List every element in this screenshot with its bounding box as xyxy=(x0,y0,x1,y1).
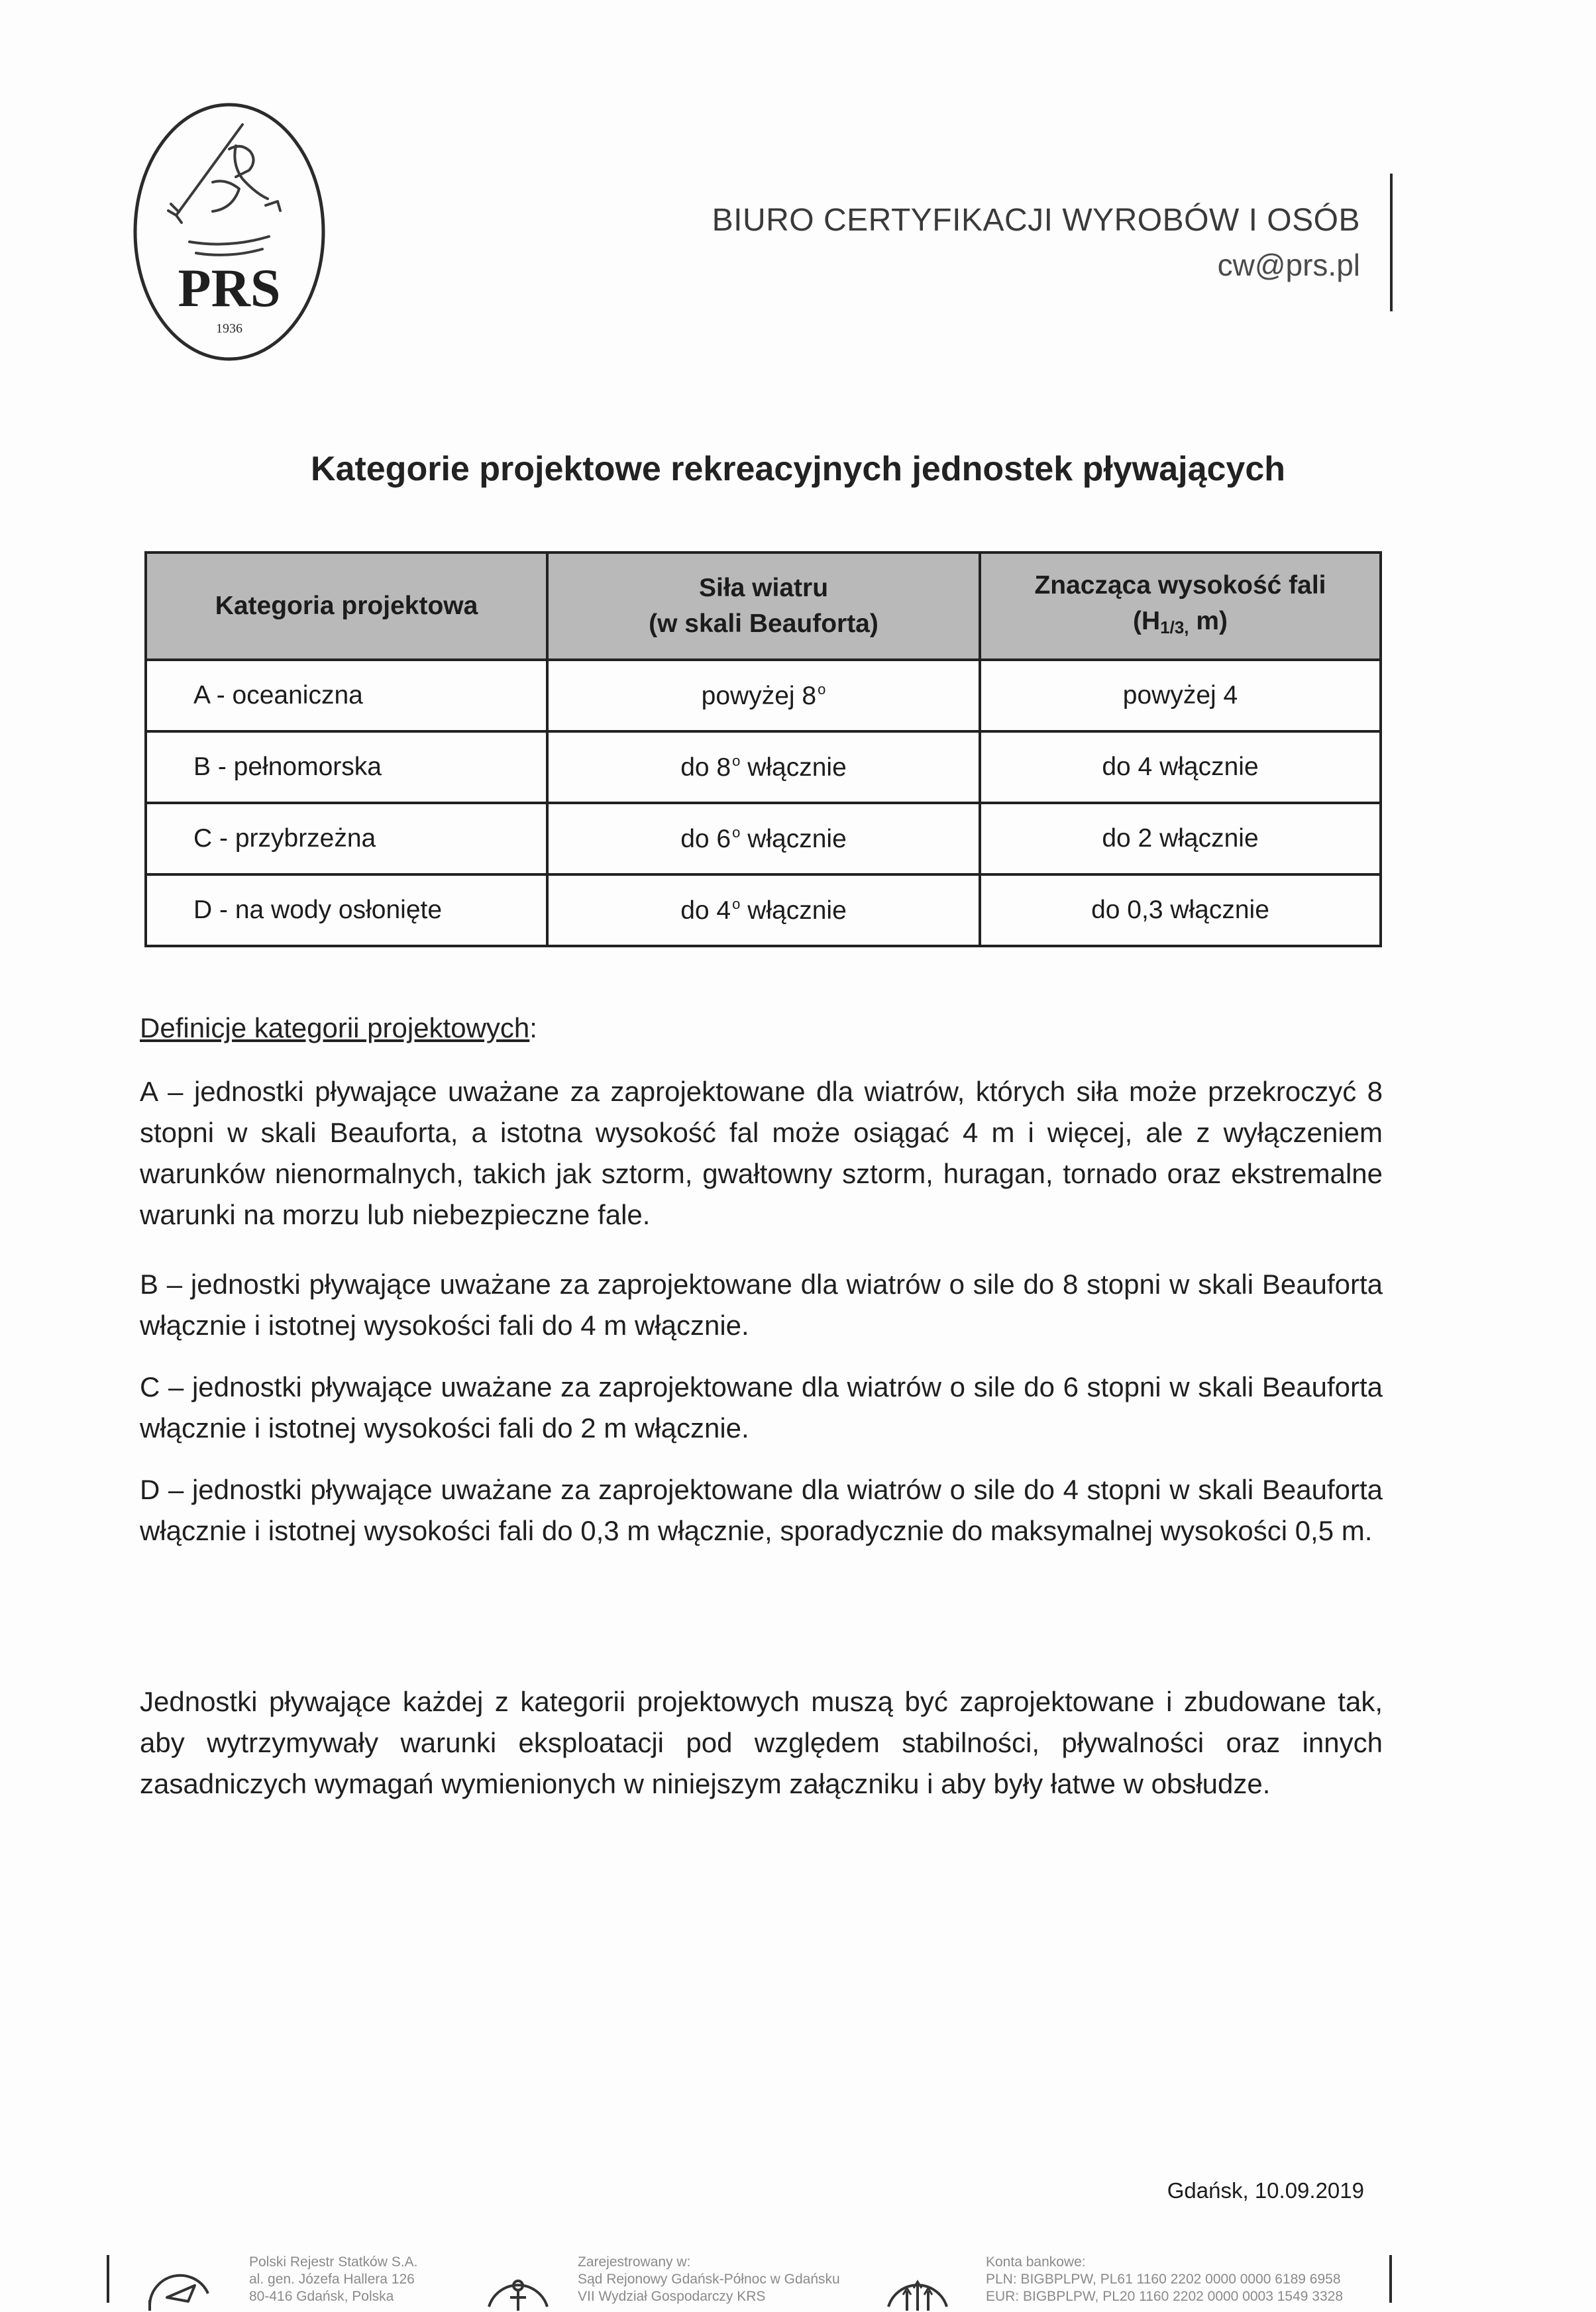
definition-d: D – jednostki pływające uważane za zaprojektowane dla wiatrów o sile do 4 stopni w skali Beauforta włącznie i istotnej wysokości fali do 0,3 m włącznie, sporadycznie do maksymalnej wysokości 0,5 m. xyxy=(140,1474,1383,1546)
cell-category: C - przybrzeżna xyxy=(146,803,547,874)
cell-wave: do 2 włącznie xyxy=(980,803,1381,874)
organization-email: cw@prs.pl xyxy=(1217,248,1360,282)
cell-wind: do 6$^o$ włącznie xyxy=(547,803,980,874)
table-row xyxy=(146,660,1381,731)
cell-category: A - oceaniczna xyxy=(146,660,547,731)
definition-a: A – jednostki pływające uważane za zaprojektowane dla wiatrów, których siła może przekroczyć 8 stopni w skali Beauforta, a istotna wysokość fal może osiągać 4 m i więcej, ale z wyłączeniem warunków nienormalnych, takich jak sztorm, gwałtowny sztorm, huragan, tornado oraz ekstremalne warunki na morzu lub niebezpieczne fale. xyxy=(140,1076,1383,1230)
prs-logo xyxy=(130,99,329,364)
header-wave-height: Znacząca wysokość fali ($H_{1/3,}$ m) xyxy=(980,552,1381,660)
definitions-heading: Definicje kategorii projektowych: xyxy=(140,1012,537,1043)
header-divider xyxy=(1390,174,1393,311)
cell-wind: do 4$^o$ włącznie xyxy=(547,874,980,946)
table-header-row xyxy=(146,552,1381,660)
svg-text:PRS: PRS xyxy=(178,258,281,318)
document-title: Kategorie projektowe rekreacyjnych jednostek pływających xyxy=(310,450,1286,488)
footer-registration: Zarejestrowany w: Sąd Rejonowy Gdańsk-Północ w Gdańsku VII Wydział Gospodarczy KRS xyxy=(578,2254,840,2304)
footer-divider-left xyxy=(107,2255,109,2303)
header-category: Kategoria projektowa xyxy=(146,552,547,660)
cell-category: D - na wody osłonięte xyxy=(146,874,547,946)
footer-company-address: Polski Rejestr Statków S.A. al. gen. Józefa Hallera 126 80-416 Gdańsk, Polska xyxy=(249,2254,418,2304)
table-row xyxy=(146,731,1381,803)
cell-category: B - pełnomorska xyxy=(146,731,547,803)
cell-wind: powyżej 8$^o$ xyxy=(547,660,980,731)
table-row xyxy=(146,874,1381,946)
organization-name: BIURO CERTYFIKACJI WYROBÓW I OSÓB xyxy=(712,203,1360,238)
footer-bank-accounts: Konta bankowe: PLN: BIGBPLPW, PL61 1160 2202 0000 0000 6189 6958 EUR: BIGBPLPW, PL20 1160 2202 0000 0003 1549 3328 xyxy=(986,2254,1344,2304)
anchor-icon xyxy=(484,2259,553,2312)
definition-b: B – jednostki pływające uważane za zaprojektowane dla wiatrów o sile do 8 stopni w skali Beauforta włącznie i istotnej wysokości fali do 4 m włącznie. xyxy=(140,1269,1383,1341)
cell-wave: powyżej 4 xyxy=(980,660,1381,731)
ship-icon xyxy=(144,2259,213,2312)
place-date: Gdańsk, 10.09.2019 xyxy=(1167,2178,1364,2203)
footer-divider-right xyxy=(1389,2255,1392,2303)
design-categories-table xyxy=(144,551,1382,947)
svg-text:1936: 1936 xyxy=(216,321,242,336)
bank-icon xyxy=(883,2259,952,2312)
cell-wave: do 4 włącznie xyxy=(980,731,1381,803)
header-wind-force: Siła wiatru (w skali Beauforta) xyxy=(547,552,980,660)
cell-wind: do 8$^o$ włącznie xyxy=(547,731,980,803)
definition-c: C – jednostki pływające uważane za zaprojektowane dla wiatrów o sile do 6 stopni w skali Beauforta włącznie i istotnej wysokości fali do 2 m włącznie. xyxy=(140,1371,1383,1444)
table-row xyxy=(146,803,1381,874)
cell-wave: do 0,3 włącznie xyxy=(980,874,1381,946)
closing-paragraph: Jednostki pływające każdej z kategorii projektowych muszą być zaprojektowane i zbudowane tak, aby wytrzymywały warunki eksploatacji pod względem stabilności, pływalności oraz innych zasadniczych wymagań wymienionych w niniejszym załączniku i aby były łatwe w obsłudze. xyxy=(140,1686,1383,1799)
